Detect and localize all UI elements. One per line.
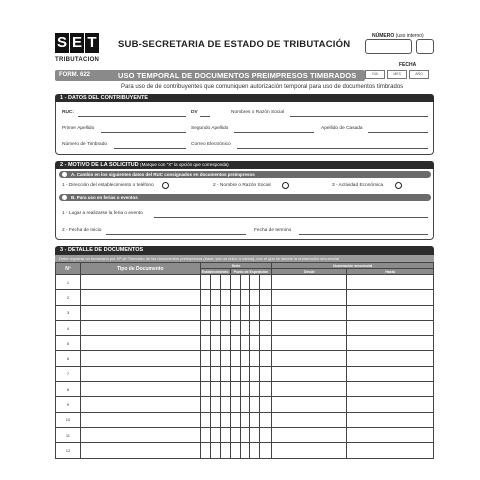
serie-cell[interactable] (230, 412, 240, 427)
segundo-apellido-field[interactable] (234, 132, 314, 133)
serie-cell[interactable] (260, 305, 272, 320)
serie-cell[interactable] (260, 320, 272, 335)
serie-cell[interactable] (260, 427, 272, 442)
row-number: 6 (56, 351, 81, 366)
table-row (56, 382, 434, 397)
nombre-label: Nombres o Razón Social (231, 110, 285, 115)
serie-cell[interactable] (200, 382, 210, 397)
row-number: 11 (56, 427, 81, 442)
option-a2-radio[interactable] (282, 182, 289, 189)
segundo-apellido-label: Segundo Apellido (191, 126, 229, 131)
serie-cell[interactable] (210, 275, 220, 290)
correo-field[interactable] (237, 148, 428, 149)
serie-cell[interactable] (210, 366, 220, 381)
serie-cell[interactable] (200, 366, 210, 381)
date-year-field[interactable]: AÑO (409, 70, 429, 79)
serie-cell[interactable] (260, 351, 272, 366)
section-3-note: Debe registrar un formulario por Nº de Timbrado de los documentos preimpresos (base, por un único o varios), con el que se asocie la numeración secuencial (55, 255, 434, 262)
desde-cell[interactable] (272, 397, 347, 412)
serie-cell[interactable] (250, 320, 260, 335)
table-row (56, 427, 434, 442)
detail-table-body (56, 275, 434, 459)
serie-cell[interactable] (200, 336, 210, 351)
option-b-label: B. Para uso en ferias o eventos (71, 195, 138, 200)
section-2-body (55, 169, 434, 240)
table-row (56, 397, 434, 412)
serie-cell[interactable] (250, 336, 260, 351)
serie-cell[interactable] (200, 275, 210, 290)
serie-cell[interactable] (220, 320, 230, 335)
hasta-cell[interactable] (347, 351, 434, 366)
option-a3-label: 3 - Actividad Económica (332, 183, 384, 188)
desde-cell[interactable] (272, 382, 347, 397)
desde-cell[interactable] (272, 412, 347, 427)
serie-cell[interactable] (210, 290, 220, 305)
hasta-cell[interactable] (347, 366, 434, 381)
serie-cell[interactable] (260, 443, 272, 458)
table-row (56, 290, 434, 305)
section-1-body (55, 102, 434, 155)
serie-cell[interactable] (220, 412, 230, 427)
row-number: 8 (56, 382, 81, 397)
serie-cell[interactable] (230, 320, 240, 335)
serie-cell[interactable] (250, 397, 260, 412)
serie-cell[interactable] (220, 336, 230, 351)
ruc-label: RUC: (62, 110, 74, 115)
serie-cell[interactable] (260, 366, 272, 381)
tipo-cell[interactable] (80, 336, 200, 351)
serie-cell[interactable] (230, 427, 240, 442)
tipo-cell[interactable] (80, 412, 200, 427)
serie-cell[interactable] (200, 427, 210, 442)
tipo-cell[interactable] (80, 397, 200, 412)
tipo-cell[interactable] (80, 290, 200, 305)
desde-cell[interactable] (272, 443, 347, 458)
desde-cell[interactable] (272, 305, 347, 320)
table-row (56, 275, 434, 290)
serie-cell[interactable] (260, 397, 272, 412)
form-title: USO TEMPORAL DE DOCUMENTOS PREIMPRESOS TIMBRADOS (118, 71, 357, 80)
row-number: 2 (56, 290, 81, 305)
logo-subtitle: TRIBUTACION (55, 57, 100, 63)
col-header-hasta: Hasta (347, 269, 434, 275)
serie-cell[interactable] (210, 320, 220, 335)
serie-cell[interactable] (240, 351, 250, 366)
serie-cell[interactable] (210, 443, 220, 458)
hasta-cell[interactable] (347, 290, 434, 305)
serie-cell[interactable] (230, 366, 240, 381)
col-header-nro: Nº (56, 263, 81, 275)
apellido-casada-field[interactable] (368, 132, 428, 133)
serie-cell[interactable] (250, 412, 260, 427)
serie-cell[interactable] (230, 382, 240, 397)
hasta-cell[interactable] (347, 336, 434, 351)
section-1-title: 1 - DATOS DEL CONTRIBUYENTE (60, 95, 149, 101)
serie-cell[interactable] (210, 351, 220, 366)
form-description: Para uso de de contribuyentes que comuniquen autorización temporal para uso de documentos timbrados (121, 84, 404, 90)
table-row (56, 443, 434, 458)
serie-cell[interactable] (200, 305, 210, 320)
option-a-bar (59, 171, 431, 178)
serie-cell[interactable] (260, 336, 272, 351)
serie-cell[interactable] (220, 366, 230, 381)
serie-cell[interactable] (230, 275, 240, 290)
tipo-cell[interactable] (80, 275, 200, 290)
table-row (56, 305, 434, 320)
numero-timbrado-label: Número de Timbrado (62, 142, 108, 147)
desde-cell[interactable] (272, 336, 347, 351)
serie-cell[interactable] (260, 290, 272, 305)
serie-cell[interactable] (230, 351, 240, 366)
row-number: 1 (56, 275, 81, 290)
serie-cell[interactable] (200, 412, 210, 427)
tipo-cell[interactable] (80, 443, 200, 458)
row-number: 7 (56, 366, 81, 381)
tipo-cell[interactable] (80, 382, 200, 397)
col-header-serie: Serie (200, 263, 272, 269)
option-b3-label: Fecha de termino (254, 228, 292, 233)
serie-cell[interactable] (200, 290, 210, 305)
serie-cell[interactable] (260, 275, 272, 290)
row-number: 12 (56, 443, 81, 458)
option-a-label: A. Cambio en los siguientes datos del RUC consignados en documentos preimpresos (71, 172, 255, 177)
option-a1-label: 1 - Dirección del establecimiento o teléfono (62, 183, 154, 188)
section-3-header (55, 246, 434, 255)
option-b2-field[interactable] (106, 234, 246, 235)
option-a-bullet-icon (62, 172, 67, 177)
col-header-tipo: Tipo de Documento (80, 263, 200, 275)
numero-field[interactable] (365, 39, 412, 54)
serie-cell[interactable] (220, 397, 230, 412)
correo-label: Correo Electrónico (191, 142, 231, 147)
section-2-title: 2 - MOTIVO DE LA SOLICITUD (Marque con "X" la opción que corresponda) (60, 162, 229, 168)
tipo-cell[interactable] (80, 427, 200, 442)
serie-cell[interactable] (220, 443, 230, 458)
tipo-cell[interactable] (80, 320, 200, 335)
form-title-bar (55, 70, 365, 81)
hasta-cell[interactable] (347, 427, 434, 442)
serie-cell[interactable] (230, 305, 240, 320)
serie-cell[interactable] (200, 397, 210, 412)
serie-cell[interactable] (250, 366, 260, 381)
tipo-cell[interactable] (80, 351, 200, 366)
serie-cell[interactable] (210, 336, 220, 351)
serie-cell[interactable] (260, 382, 272, 397)
serie-cell[interactable] (210, 412, 220, 427)
serie-cell[interactable] (210, 397, 220, 412)
serie-cell[interactable] (200, 320, 210, 335)
serie-cell[interactable] (220, 351, 230, 366)
hasta-cell[interactable] (347, 412, 434, 427)
hasta-cell[interactable] (347, 305, 434, 320)
nombre-field[interactable] (290, 116, 428, 117)
serie-cell[interactable] (250, 427, 260, 442)
serie-cell[interactable] (210, 305, 220, 320)
numero-dv-field[interactable] (416, 39, 434, 54)
serie-cell[interactable] (200, 351, 210, 366)
serie-cell[interactable] (240, 366, 250, 381)
serie-cell[interactable] (240, 427, 250, 442)
desde-cell[interactable] (272, 275, 347, 290)
serie-cell[interactable] (250, 290, 260, 305)
hasta-cell[interactable] (347, 275, 434, 290)
col-header-punto: Punto de Expedición (230, 269, 272, 275)
ruc-field[interactable] (78, 116, 186, 117)
apellido-casada-label: Apellido de Casada (321, 126, 363, 131)
serie-cell[interactable] (260, 412, 272, 427)
serie-cell[interactable] (250, 351, 260, 366)
desde-cell[interactable] (272, 366, 347, 381)
tipo-cell[interactable] (80, 366, 200, 381)
serie-cell[interactable] (220, 275, 230, 290)
option-a2-label: 2 - Nombre o Razón Social (213, 183, 271, 188)
serie-cell[interactable] (250, 305, 260, 320)
serie-cell[interactable] (200, 443, 210, 458)
row-number: 10 (56, 412, 81, 427)
serie-cell[interactable] (240, 275, 250, 290)
hasta-cell[interactable] (347, 397, 434, 412)
table-row (56, 320, 434, 335)
desde-cell[interactable] (272, 290, 347, 305)
row-number: 3 (56, 305, 81, 320)
option-b1-field[interactable] (154, 217, 428, 218)
serie-cell[interactable] (230, 336, 240, 351)
page-title: SUB-SECRETARIA DE ESTADO DE TRIBUTACIÓN (118, 39, 351, 50)
serie-cell[interactable] (240, 320, 250, 335)
desde-cell[interactable] (272, 351, 347, 366)
option-b1-label: 1 - Lugar a realizarse la feria o evento (62, 211, 143, 216)
serie-cell[interactable] (220, 427, 230, 442)
hasta-cell[interactable] (347, 443, 434, 458)
serie-cell[interactable] (250, 382, 260, 397)
row-number: 9 (56, 397, 81, 412)
form-code: FORM. 622 (59, 72, 91, 78)
col-header-desde: Desde (272, 269, 347, 275)
section-3-title: 3 - DETALLE DE DOCUMENTOS (60, 247, 144, 253)
serie-cell[interactable] (240, 336, 250, 351)
row-number: 4 (56, 320, 81, 335)
date-day-field[interactable]: DÍA (365, 70, 385, 79)
serie-cell[interactable] (220, 382, 230, 397)
serie-cell[interactable] (240, 443, 250, 458)
hasta-cell[interactable] (347, 320, 434, 335)
section-2-header (55, 161, 434, 169)
serie-cell[interactable] (240, 290, 250, 305)
logo-letter-s: S (56, 34, 67, 51)
date-month-field[interactable]: MES (387, 70, 407, 79)
primer-apellido-field[interactable] (101, 132, 186, 133)
table-row (56, 336, 434, 351)
section-1-header (55, 94, 434, 102)
option-b3-field[interactable] (299, 234, 428, 235)
serie-cell[interactable] (240, 305, 250, 320)
serie-cell[interactable] (230, 397, 240, 412)
logo-letter-t: T (85, 33, 99, 53)
option-b2-label: 2 - Fecha de Inicio (62, 228, 102, 233)
option-b-bar (59, 194, 431, 201)
option-a3-radio[interactable] (395, 182, 402, 189)
serie-cell[interactable] (210, 427, 220, 442)
row-number: 5 (56, 336, 81, 351)
desde-cell[interactable] (272, 427, 347, 442)
hasta-cell[interactable] (347, 382, 434, 397)
dv-field[interactable] (200, 116, 210, 117)
table-row (56, 351, 434, 366)
tipo-cell[interactable] (80, 305, 200, 320)
col-header-establecimiento: Establecimiento (201, 269, 229, 274)
serie-cell[interactable] (240, 397, 250, 412)
serie-cell[interactable] (230, 290, 240, 305)
primer-apellido-label: Primer Apellido (62, 126, 95, 131)
fecha-label: FECHA (399, 62, 417, 68)
detail-table (55, 262, 434, 459)
serie-cell[interactable] (250, 443, 260, 458)
option-a1-radio[interactable] (162, 182, 169, 189)
dv-label: DV (191, 110, 198, 115)
numero-timbrado-field[interactable] (114, 148, 186, 149)
table-row (56, 412, 434, 427)
serie-cell[interactable] (220, 305, 230, 320)
serie-cell[interactable] (230, 443, 240, 458)
option-b-bullet-icon (62, 195, 67, 200)
serie-cell[interactable] (250, 275, 260, 290)
serie-cell[interactable] (240, 412, 250, 427)
desde-cell[interactable] (272, 320, 347, 335)
serie-cell[interactable] (220, 290, 230, 305)
logo-letter-e: E (71, 34, 82, 51)
serie-cell[interactable] (210, 382, 220, 397)
serie-cell[interactable] (240, 382, 250, 397)
numero-label: NÚMERO (uso interno) (372, 33, 424, 39)
table-row (56, 366, 434, 381)
col-header-numeracion: Numeración secuencial (272, 263, 434, 269)
